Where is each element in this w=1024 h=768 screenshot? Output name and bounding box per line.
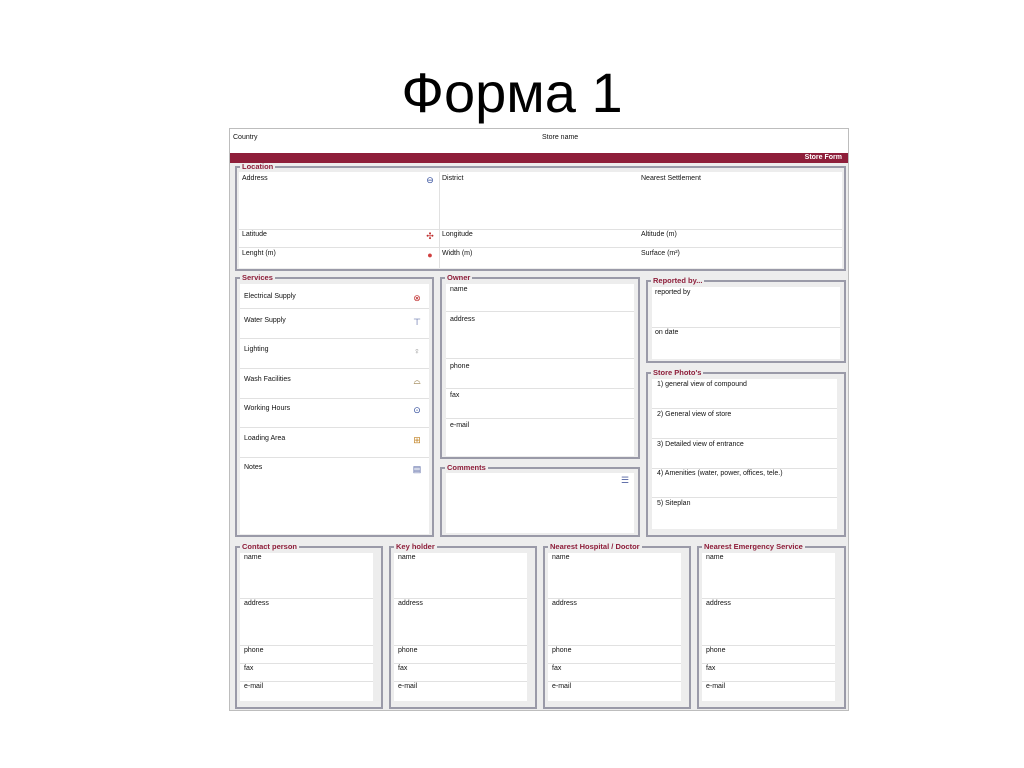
- hospital-legend: Nearest Hospital / Doctor: [550, 542, 640, 551]
- form-title: Store Form: [804, 154, 842, 161]
- sink-icon: ⌓: [413, 376, 421, 386]
- photo-item-entrance[interactable]: 3) Detailed view of entrance: [657, 441, 744, 448]
- hospital-name-field[interactable]: name: [552, 554, 570, 561]
- contact-address-field[interactable]: address: [244, 600, 269, 607]
- loading-area-field[interactable]: Loading Area: [244, 435, 286, 442]
- address-field[interactable]: Address: [242, 175, 268, 182]
- lightbulb-icon: ♀: [413, 346, 421, 356]
- reported-by-field[interactable]: reported by: [655, 289, 691, 296]
- contact-person-legend: Contact person: [242, 542, 298, 551]
- slide-title: Форма 1: [401, 61, 623, 124]
- store-photos-legend: Store Photo's: [653, 368, 702, 377]
- location-legend: Location: [242, 162, 274, 171]
- comment-icon: ☰: [620, 475, 630, 485]
- contact-phone-field[interactable]: phone: [244, 647, 264, 654]
- store-photos-panel: [652, 379, 837, 529]
- compass-icon: ⊖: [426, 175, 434, 185]
- store-name-field[interactable]: Store name: [542, 134, 579, 141]
- keyholder-name-field[interactable]: name: [398, 554, 416, 561]
- comments-legend: Comments: [447, 463, 486, 472]
- keyholder-address-field[interactable]: address: [398, 600, 423, 607]
- reported-panel: [652, 287, 840, 359]
- electrical-supply-field[interactable]: Electrical Supply: [244, 293, 296, 300]
- district-field[interactable]: District: [442, 175, 464, 182]
- photo-item-siteplan[interactable]: 5) Siteplan: [657, 500, 691, 507]
- form-header: [230, 129, 848, 154]
- emergency-fax-field[interactable]: fax: [706, 665, 716, 672]
- on-date-field[interactable]: on date: [655, 329, 679, 336]
- location-panel: [239, 172, 842, 268]
- latitude-field[interactable]: Latitude: [242, 231, 267, 238]
- reported-legend: Reported by...: [653, 276, 703, 285]
- keyholder-fax-field[interactable]: fax: [398, 665, 408, 672]
- owner-name-field[interactable]: name: [450, 286, 468, 293]
- hospital-phone-field[interactable]: phone: [552, 647, 572, 654]
- altitude-field[interactable]: Altitude (m): [641, 231, 677, 238]
- photo-item-store[interactable]: 2) General view of store: [657, 411, 732, 418]
- contact-person-panel: [240, 553, 373, 701]
- emergency-panel: [702, 553, 835, 701]
- clock-icon: ⊙: [413, 405, 421, 415]
- emergency-legend: Nearest Emergency Service: [704, 542, 803, 551]
- surface-field[interactable]: Surface (m²): [641, 250, 680, 257]
- owner-fax-field[interactable]: fax: [450, 392, 460, 399]
- services-panel: [240, 284, 429, 534]
- store-form: [229, 128, 849, 711]
- photo-item-compound[interactable]: 1) general view of compound: [657, 381, 747, 388]
- emergency-name-field[interactable]: name: [706, 554, 724, 561]
- longitude-field[interactable]: Longitude: [442, 231, 473, 238]
- owner-panel: [446, 284, 634, 456]
- contact-fax-field[interactable]: fax: [244, 665, 254, 672]
- truck-icon: ⊞: [413, 435, 421, 445]
- hospital-fax-field[interactable]: fax: [552, 665, 562, 672]
- owner-legend: Owner: [447, 273, 471, 282]
- lighting-field[interactable]: Lighting: [244, 346, 269, 353]
- notes-icon: ▤: [412, 464, 422, 474]
- owner-phone-field[interactable]: phone: [450, 363, 470, 370]
- emergency-address-field[interactable]: address: [706, 600, 731, 607]
- keyholder-phone-field[interactable]: phone: [398, 647, 418, 654]
- notes-field[interactable]: Notes: [244, 464, 263, 471]
- water-supply-field[interactable]: Water Supply: [244, 317, 286, 324]
- form-title-bar: [230, 153, 848, 163]
- measure-icon: ●: [427, 250, 433, 260]
- wash-facilities-field[interactable]: Wash Facilities: [244, 376, 291, 383]
- emergency-email-field[interactable]: e-mail: [706, 683, 726, 690]
- contact-email-field[interactable]: e-mail: [244, 683, 264, 690]
- photo-item-amenities[interactable]: 4) Amenities (water, power, offices, tele.): [657, 470, 783, 477]
- length-field[interactable]: Lenght (m): [242, 250, 276, 257]
- owner-email-field[interactable]: e-mail: [450, 422, 470, 429]
- width-field[interactable]: Width (m): [442, 250, 473, 257]
- faucet-icon: ⊤: [413, 317, 421, 327]
- services-legend: Services: [242, 273, 273, 282]
- working-hours-field[interactable]: Working Hours: [244, 405, 291, 412]
- contact-name-field[interactable]: name: [244, 554, 262, 561]
- hospital-panel: [548, 553, 681, 701]
- nearest-settlement-field[interactable]: Nearest Settlement: [641, 175, 701, 182]
- country-field[interactable]: Country: [233, 134, 258, 141]
- key-holder-legend: Key holder: [396, 542, 435, 551]
- comments-panel[interactable]: [446, 473, 634, 533]
- owner-address-field[interactable]: address: [450, 316, 475, 323]
- hospital-email-field[interactable]: e-mail: [552, 683, 572, 690]
- emergency-phone-field[interactable]: phone: [706, 647, 726, 654]
- plug-icon: ⊗: [413, 293, 421, 303]
- keyholder-email-field[interactable]: e-mail: [398, 683, 418, 690]
- coordinates-icon: ✣: [426, 231, 434, 241]
- hospital-address-field[interactable]: address: [552, 600, 577, 607]
- key-holder-panel: [394, 553, 527, 701]
